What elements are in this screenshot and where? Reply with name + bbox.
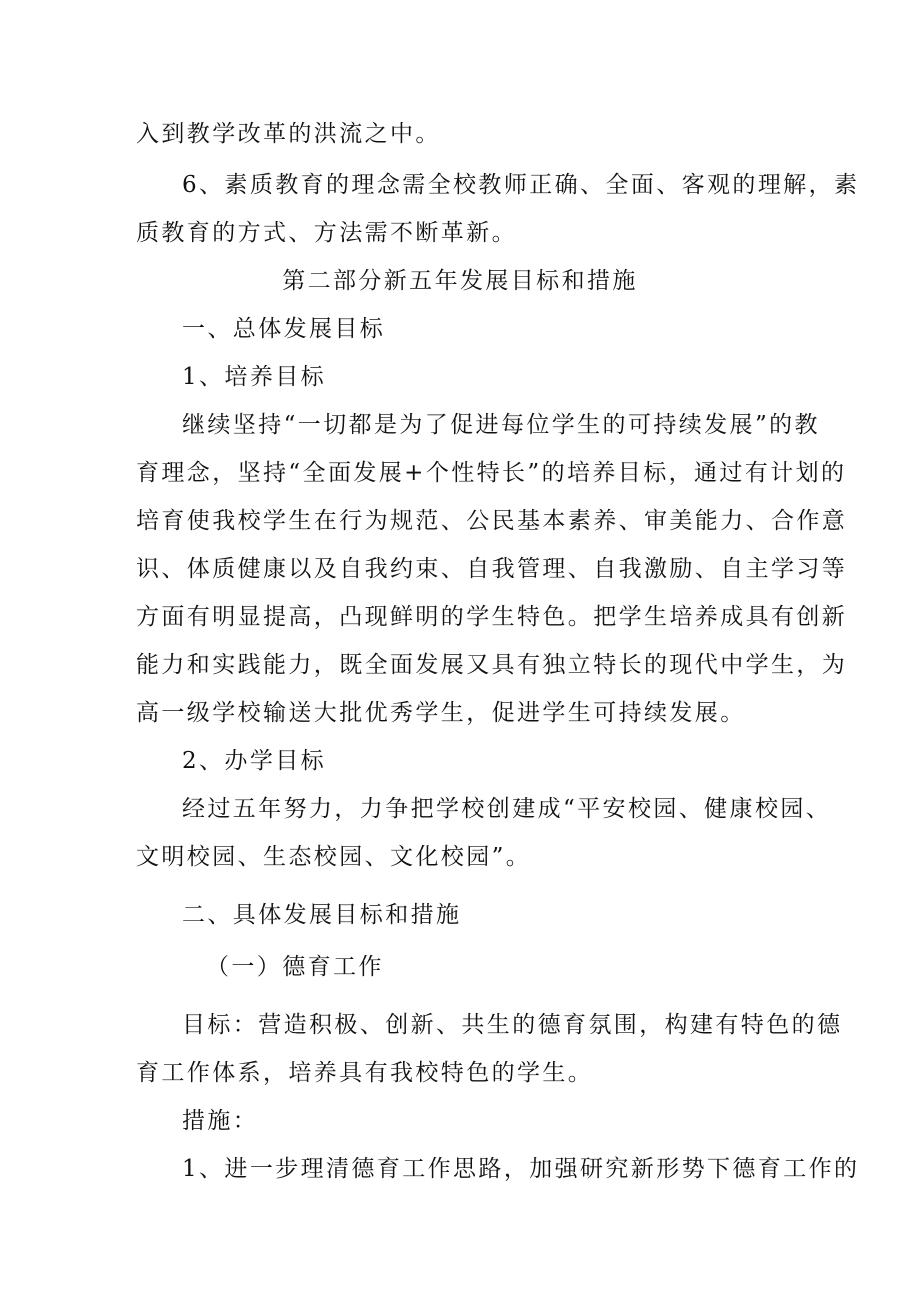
paragraph-line: 文明校园、生态校园、文化校园”。 xyxy=(136,844,532,870)
paragraph-line: 能力和实践能力，既全面发展又具有独立特长的现代中学生，为 xyxy=(136,652,848,678)
paragraph-line: 育工作体系，培养具有我校特色的学生。 xyxy=(136,1060,594,1086)
paragraph-line: 入到教学改革的洪流之中。 xyxy=(136,121,441,147)
heading-level-2: 1、培养目标 xyxy=(182,364,327,390)
paragraph-line: 方面有明显提高，凸现鲜明的学生特色。把学生培养成具有创新 xyxy=(136,604,848,630)
section-heading: 第二部分新五年发展目标和措施 xyxy=(282,268,638,294)
heading-level-1: 二、具体发展目标和措施 xyxy=(182,902,462,928)
heading-level-2: 2、办学目标 xyxy=(182,748,327,774)
paragraph-line: 经过五年努力，力争把学校创建成“平安校园、健康校园、 xyxy=(182,796,832,822)
paragraph-line: 识、体质健康以及自我约束、自我管理、自我激励、自主学习等 xyxy=(136,556,848,582)
paragraph-line: 育理念，坚持“全面发展+个性特长”的培养目标，通过有计划的 xyxy=(136,460,847,486)
paragraph-line: 高一级学校输送大批优秀学生，促进学生可持续发展。 xyxy=(136,700,746,726)
paragraph-line: 培育使我校学生在行为规范、公民基本素养、审美能力、合作意 xyxy=(136,508,848,534)
paragraph-line: 继续坚持“一切都是为了促进每位学生的可持续发展”的教 xyxy=(182,412,820,438)
paragraph-line: 6、素质教育的理念需全校教师正确、全面、客观的理解，素 xyxy=(182,172,860,198)
heading-level-3: （一）德育工作 xyxy=(206,954,384,980)
paragraph-line: 目标：营造积极、创新、共生的德育氛围，构建有特色的德 xyxy=(182,1012,843,1038)
paragraph-line: 质教育的方式、方法需不断革新。 xyxy=(136,220,517,246)
paragraph-line: 1、进一步理清德育工作思路，加强研究新形势下德育工作的 xyxy=(182,1156,860,1182)
heading-level-1: 一、总体发展目标 xyxy=(182,316,386,342)
paragraph-line: 措施： xyxy=(182,1108,259,1134)
